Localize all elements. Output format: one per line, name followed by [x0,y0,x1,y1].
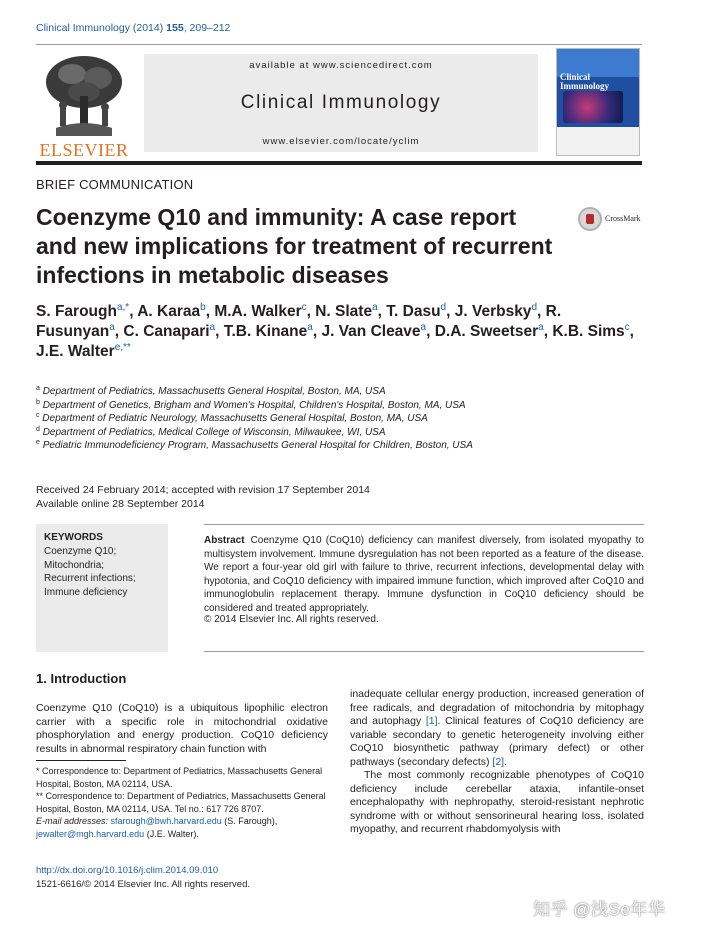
author-affiliation-link[interactable]: e,** [114,342,131,353]
body-right-column [350,688,644,837]
reference-link[interactable]: [2] [492,755,505,768]
cover-title: Clinical Immunology [560,72,610,91]
footnote-rule [36,760,126,761]
footnotes [36,765,336,840]
author: J.E. Walter$^{e,**}$ [36,342,131,360]
keyword-item: Mitochondria; [44,559,105,571]
author: A. Karaa$^b$, [137,302,215,320]
doi-link[interactable]: http://dx.doi.org/10.1016/j.clim.2014.09.010 [36,865,219,876]
crossmark-badge[interactable] [578,207,648,233]
journal-url-link[interactable]: www.elsevier.com/locate/yclim [262,136,420,147]
author-affiliation-link[interactable]: a,* [116,302,130,313]
journal-reference[interactable] [36,22,230,34]
author: R. Fusunyan$^a$, [36,303,562,340]
cover-footer-band [557,127,639,156]
author: T. Dasu$^d$, [386,302,455,320]
body-paragraph: inadequate cellular energy production, increased generation of free radicals, and degradation of mitochondria by mitophagy and autophagy [1]. Clinical features of CoQ10 deficiency are variable secondary to genetic heterogeneity involving either CoQ10 biosynthetic pathway (primary defect) or other pathways (secondary defects) [2]. [350,688,644,768]
abstract [204,534,644,615]
crossmark-label: CrossMark [605,214,641,223]
elsevier-logo[interactable] [36,52,132,160]
reference-link[interactable]: [1] [425,715,438,727]
author-affiliation-link[interactable]: a [538,322,544,333]
crossmark-icon [578,207,602,231]
author: S. Farough$^{a,*}$, [36,302,138,320]
elsevier-wordmark: ELSEVIER [39,140,129,160]
author-affiliation-link[interactable]: d [531,302,537,313]
email-link[interactable]: jewalter@mgh.harvard.edu [36,828,145,839]
abstract-text: Coenzyme Q10 (CoQ10) deficiency can manifest diversely, from isolated myopathy to multisystem involvement. Immune dysregulation has not been reported as a feature of the disease. We report a four-year old girl with failure to thrive, recurrent infections, developmental delay with hypotonia, and CoQ10 deficiency with impaired immune function, which improved after CoQ10 and immunoglobulin replacement therapy. Immune dysfunction in CoQ10 deficiency should be considered and treated appropriately. [204,535,644,614]
email-label: E-mail addresses: [36,816,109,826]
author: K.B. Sims$^c$, [552,322,634,340]
keyword-item: Recurrent infections; [44,573,136,584]
footnote-emails: E-mail addresses: sfarough@bwh.harvard.edu (S. Farough), jewalter@mgh.harvard.edu (J.E. Walter). [36,816,278,839]
journal-cover-thumbnail[interactable] [556,48,640,156]
body-left-column: Coenzyme Q10 (CoQ10) is a ubiquitous lipophilic electron carrier with a specific role in mitochondrial oxidative phosphorylation and energy production. CoQ10 deficiency results in abnormal respiratory chain function with [36,702,328,755]
body-paragraph: The most commonly recognizable phenotypes of CoQ10 deficiency include cerebellar ataxia, infantile-onset encephalopathy with nephropathy, steroid-resistant nephrotic syndrome with or without sensorineural hearing loss, isolated myopathy, and recurrent rhabdomyolysis with [350,769,644,835]
sciencedirect-banner [144,54,538,152]
author-affiliation-link[interactable]: b [200,302,206,313]
received-date: Received 24 February 2014; accepted with revision 17 September 2014 [36,484,370,496]
article-title: Coenzyme Q10 and immunity: A case report and new implications for treatment of recurrent infections in metabolic diseases [36,204,553,288]
author-affiliation-link[interactable]: a [372,302,378,313]
footnote: ** Correspondence to: Department of Pediatrics, Massachusetts General Hospital, Boston, MA 02114, USA. Tel no.: 617 726 8707. [36,791,326,814]
author: D.A. Sweetser$^a$, [434,322,553,340]
journal-citation: Clinical Immunology (2014) [36,22,164,34]
article-type: BRIEF COMMUNICATION [36,177,194,192]
affiliation-list [36,385,656,453]
affiliation-item: $^e$ Pediatric Immunodeficiency Program, Massachusetts General Hospital for Children, Boston, USA [36,439,473,452]
abstract-top-rule [204,524,644,525]
affiliation-item: $^b$ Department of Genetics, Brigham and Women's Hospital, Children's Hospital, Boston, MA, USA [36,398,466,411]
footnote: * Correspondence to: Department of Pediatrics, Massachusetts General Hospital, Boston, MA 02114, USA. [36,766,323,789]
journal-pages: , 209–212 [183,22,231,34]
journal-title: Clinical Immunology [240,92,442,113]
affiliation-item: $^d$ Department of Pediatrics, Medical College of Wisconsin, Milwaukee, WI, USA [36,425,386,438]
online-date: Available online 28 September 2014 [36,497,205,510]
author: M.A. Walker$^c$, [214,302,316,320]
author-affiliation-link[interactable]: c [624,322,630,333]
affiliation-item: $^c$ Department of Pediatric Neurology, Massachusetts General Hospital, Boston, MA, USA [36,412,428,425]
elsevier-tree-icon [42,52,126,136]
abstract-copyright: © 2014 Elsevier Inc. All rights reserved. [204,614,379,625]
watermark: 知乎 @浅Se年华 [533,900,666,919]
abstract-label: Abstract [204,535,245,546]
author: T.B. Kinane$^a$, [223,322,322,340]
author-affiliation-link[interactable]: a [420,322,427,333]
email-link[interactable]: sfarough@bwh.harvard.edu [110,816,222,826]
section-heading: 1. Introduction [36,671,127,686]
keyword-item: Coenzyme Q10; [44,546,117,557]
keyword-item: Immune deficiency [44,586,128,598]
author: J. Van Cleave$^a$, [321,322,435,340]
abstract-bottom-rule [204,651,644,652]
header-bottom-rule [36,161,642,165]
author: N. Slate$^a$, [315,302,387,320]
article-dates [36,484,370,511]
keywords-heading: KEYWORDS [44,532,103,543]
keywords-box [36,524,168,652]
sciencedirect-link[interactable]: available at www.sciencedirect.com [249,60,433,71]
header-top-rule [36,44,642,45]
author-affiliation-link[interactable]: a [307,322,313,333]
author-affiliation-link[interactable]: c [301,302,307,313]
author-list [36,302,646,362]
author-affiliation-link[interactable]: a [109,322,115,333]
author-affiliation-link[interactable]: a [209,322,216,333]
journal-header [36,44,642,166]
author: J. Verbsky$^d$, [454,302,546,320]
journal-volume: 155 [166,22,184,34]
affiliation-item: $^a$ Department of Pediatrics, Massachusetts General Hospital, Boston, MA, USA [36,385,386,397]
issn-copyright: 1521-6616/© 2014 Elsevier Inc. All rights reserved. [36,879,251,890]
author-affiliation-link[interactable]: d [440,302,447,313]
cover-image [563,91,623,123]
author: C. Canapari$^a$, [123,322,224,340]
